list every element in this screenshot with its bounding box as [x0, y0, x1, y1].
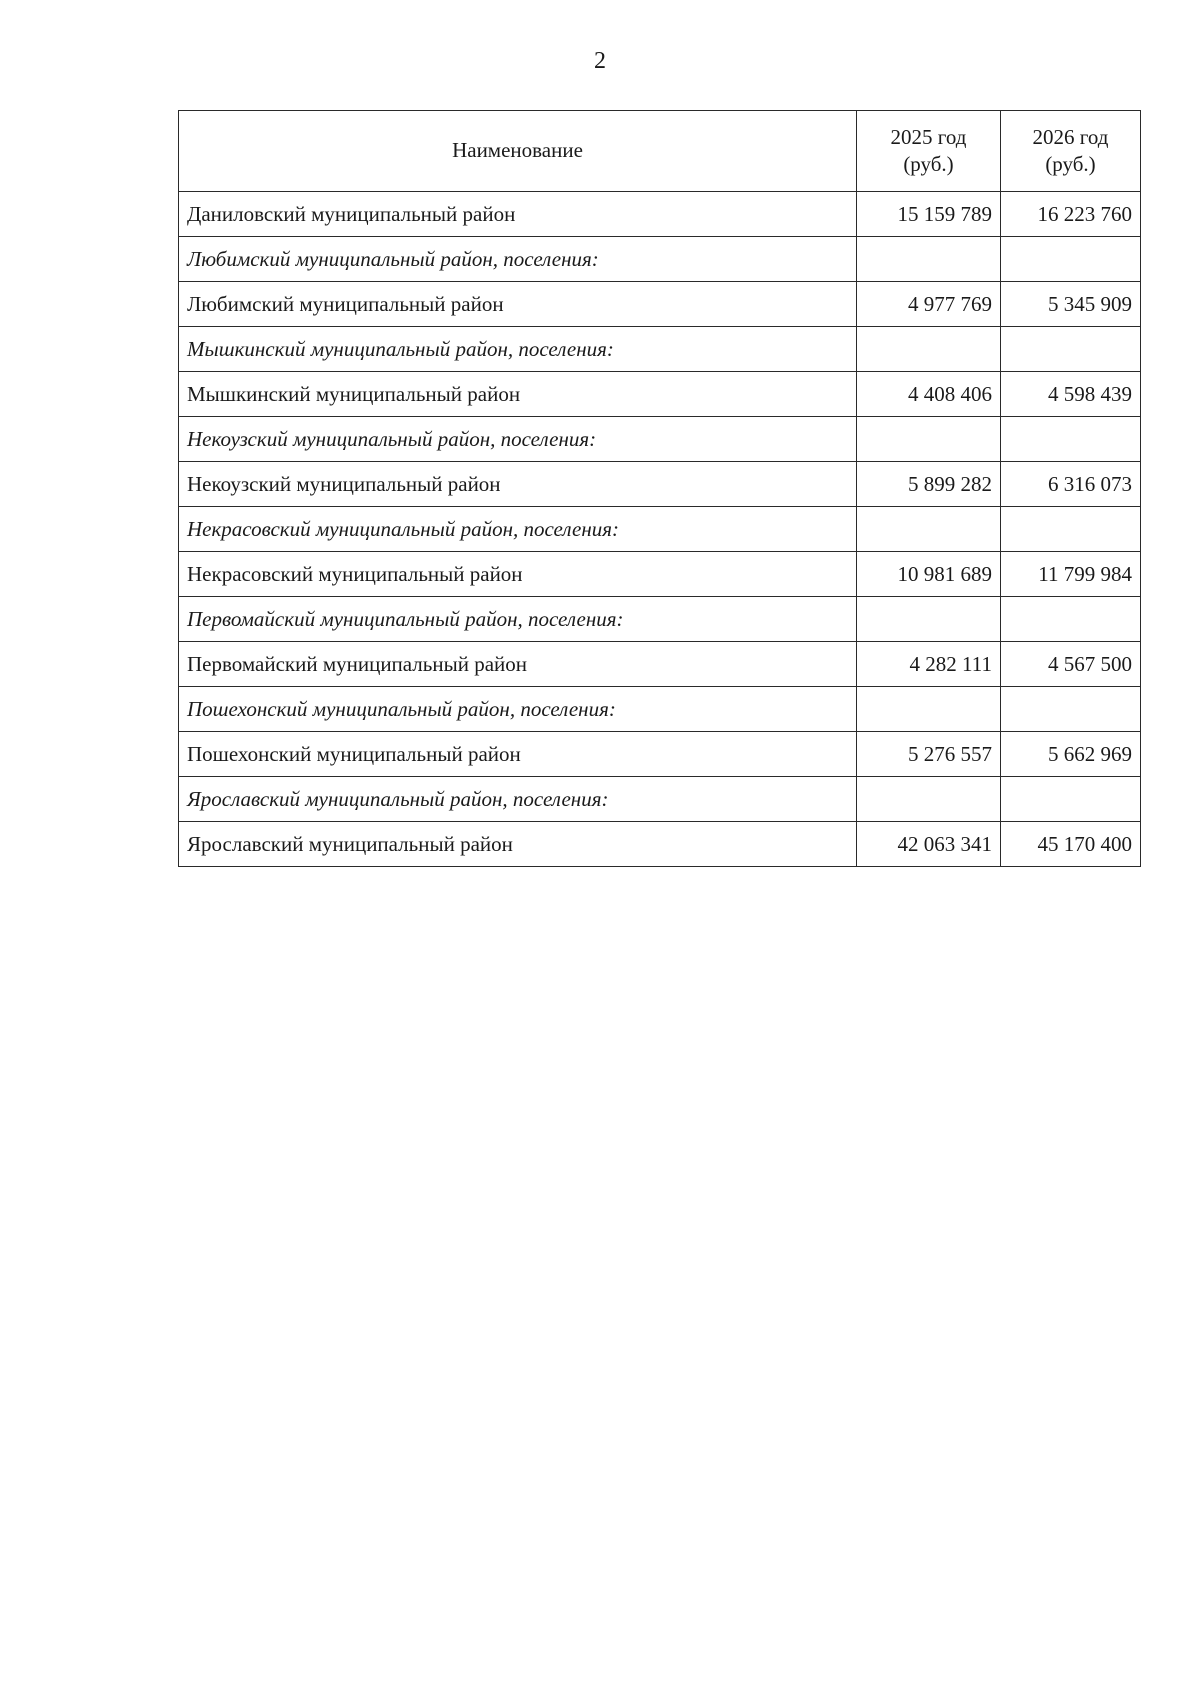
- row-name: Даниловский муниципальный район: [179, 192, 857, 237]
- header-name: [179, 111, 857, 192]
- table-header-row: [179, 111, 1141, 192]
- row-value-2026: [1001, 597, 1141, 642]
- row-value-2026: [1001, 417, 1141, 462]
- row-value-2026: [1001, 777, 1141, 822]
- group-name: Первомайский муниципальный район, поселения:: [179, 597, 857, 642]
- row-value-2026: [1001, 687, 1141, 732]
- row-value-2025: 5 899 282: [857, 462, 1001, 507]
- header-2026-unit: (руб.): [1045, 152, 1096, 176]
- header-2026: [1001, 111, 1141, 192]
- header-2025: [857, 111, 1001, 192]
- row-value-2026: [1001, 327, 1141, 372]
- row-value-2025: [857, 507, 1001, 552]
- row-value-2025: [857, 237, 1001, 282]
- row-value-2025: [857, 777, 1001, 822]
- row-value-2026: 5 345 909: [1001, 282, 1141, 327]
- row-value-2025: [857, 327, 1001, 372]
- row-name: Любимский муниципальный район: [179, 282, 857, 327]
- row-value-2025: 4 282 111: [857, 642, 1001, 687]
- table-row-group: [179, 597, 1141, 642]
- header-2025-unit: (руб.): [903, 152, 954, 176]
- table-row: [179, 372, 1141, 417]
- row-value-2026: 4 598 439: [1001, 372, 1141, 417]
- budget-table-container: [178, 110, 1140, 867]
- group-name: Некоузский муниципальный район, поселения:: [179, 417, 857, 462]
- row-value-2025: 10 981 689: [857, 552, 1001, 597]
- row-value-2026: 45 170 400: [1001, 822, 1141, 867]
- row-value-2026: 5 662 969: [1001, 732, 1141, 777]
- row-name: Некрасовский муниципальный район: [179, 552, 857, 597]
- row-value-2025: 42 063 341: [857, 822, 1001, 867]
- table-row-group: [179, 687, 1141, 732]
- table-row: [179, 282, 1141, 327]
- row-name: Некоузский муниципальный район: [179, 462, 857, 507]
- table-row-group: [179, 417, 1141, 462]
- row-value-2026: [1001, 237, 1141, 282]
- row-value-2026: 6 316 073: [1001, 462, 1141, 507]
- row-name: Пошехонский муниципальный район: [179, 732, 857, 777]
- row-value-2025: 15 159 789: [857, 192, 1001, 237]
- row-value-2026: 4 567 500: [1001, 642, 1141, 687]
- header-2025-year: 2025 год: [890, 124, 967, 149]
- group-name: Мышкинский муниципальный район, поселения:: [179, 327, 857, 372]
- table-row: [179, 552, 1141, 597]
- table-row-group: [179, 777, 1141, 822]
- row-value-2025: 5 276 557: [857, 732, 1001, 777]
- table-row: [179, 462, 1141, 507]
- table-row-group: [179, 327, 1141, 372]
- row-name: Первомайский муниципальный район: [179, 642, 857, 687]
- row-value-2025: 4 408 406: [857, 372, 1001, 417]
- group-name: Пошехонский муниципальный район, поселения:: [179, 687, 857, 732]
- row-value-2026: 11 799 984: [1001, 552, 1141, 597]
- table-row: [179, 732, 1141, 777]
- row-value-2026: [1001, 507, 1141, 552]
- row-name: Мышкинский муниципальный район: [179, 372, 857, 417]
- row-value-2025: 4 977 769: [857, 282, 1001, 327]
- row-value-2025: [857, 597, 1001, 642]
- header-2026-year: 2026 год: [1032, 124, 1109, 149]
- page-number: 2: [594, 48, 606, 74]
- group-name: Некрасовский муниципальный район, поселения:: [179, 507, 857, 552]
- group-name: Ярославский муниципальный район, поселения:: [179, 777, 857, 822]
- group-name: Любимский муниципальный район, поселения:: [179, 237, 857, 282]
- row-value-2026: 16 223 760: [1001, 192, 1141, 237]
- budget-table: [178, 110, 1141, 867]
- row-value-2025: [857, 687, 1001, 732]
- table-row: [179, 822, 1141, 867]
- table-row-group: [179, 507, 1141, 552]
- table-row: [179, 192, 1141, 237]
- table-row-group: [179, 237, 1141, 282]
- header-name-label: Наименование: [452, 138, 583, 163]
- row-value-2025: [857, 417, 1001, 462]
- table-row: [179, 642, 1141, 687]
- row-name: Ярославский муниципальный район: [179, 822, 857, 867]
